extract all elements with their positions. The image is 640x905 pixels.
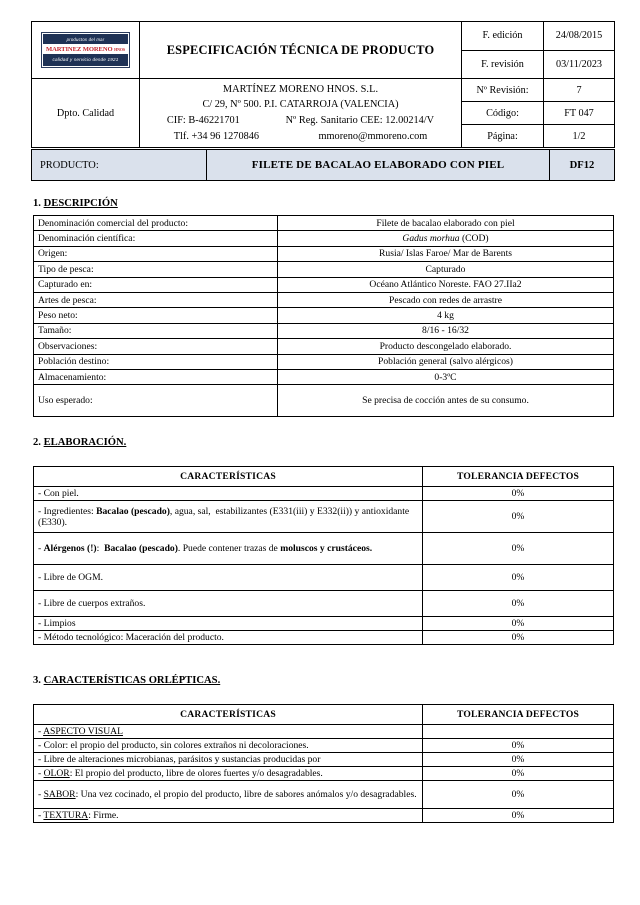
elab-characteristic-4: - Libre de cuerpos extraños. bbox=[34, 591, 423, 617]
table-elaboracion bbox=[33, 466, 614, 645]
meta-value-pagina: 1/2 bbox=[544, 125, 615, 148]
table-row bbox=[34, 631, 614, 645]
section1-title: DESCRIPCIÓN bbox=[43, 198, 118, 209]
section1-number: 1. bbox=[33, 198, 41, 209]
product-label: PRODUCTO: bbox=[32, 150, 207, 181]
elab-tolerance-5: 0% bbox=[423, 617, 614, 631]
orl-tolerance-0 bbox=[423, 725, 614, 739]
elab-tolerance-3: 0% bbox=[423, 565, 614, 591]
meta-value-f-revision: 03/11/2023 bbox=[544, 50, 615, 79]
orl-characteristic-0: - ASPECTO VISUAL bbox=[34, 725, 423, 739]
table-row bbox=[34, 725, 614, 739]
table-row bbox=[34, 533, 614, 565]
meta-label-codigo: Código: bbox=[462, 102, 544, 125]
logo-brand: MARTINEZ MORENO HNOS bbox=[43, 44, 128, 54]
desc-key-4: Capturado en: bbox=[34, 277, 278, 292]
section2-number: 2. bbox=[33, 437, 41, 448]
orl-tolerance-1: 0% bbox=[423, 739, 614, 753]
desc-value-2: Rusia/ Islas Faroe/ Mar de Barents bbox=[278, 246, 614, 261]
table-row bbox=[34, 262, 614, 277]
company-cif: CIF: B-46221701 bbox=[166, 115, 240, 126]
desc-key-6: Peso neto: bbox=[34, 308, 278, 323]
desc-key-3: Tipo de pesca: bbox=[34, 262, 278, 277]
table-row bbox=[34, 767, 614, 781]
section2-title: ELABORACIÓN. bbox=[43, 437, 127, 448]
product-code: DF12 bbox=[550, 150, 615, 181]
orl-characteristic-4: - SABOR: Una vez cocinado, el propio del producto, libre de sabores anómalos y/o desagradables. bbox=[34, 781, 423, 809]
table-row bbox=[34, 277, 614, 292]
table-row bbox=[34, 739, 614, 753]
elab-characteristic-2: - Alérgenos (!): Bacalao (pescado). Puede contener trazas de moluscos y crustáceos. bbox=[34, 533, 423, 565]
table-row bbox=[34, 591, 614, 617]
desc-value-4: Océano Atlántico Noreste. FAO 27.IIa2 bbox=[278, 277, 614, 292]
orl-tolerance-4: 0% bbox=[423, 781, 614, 809]
meta-label-revision: Nº Revisión: bbox=[462, 79, 544, 102]
company-logo bbox=[32, 22, 140, 79]
document-title-text: ESPECIFICACIÓN TÉCNICA DE PRODUCTO bbox=[166, 42, 435, 57]
company-email: mmoreno@mmoreno.com bbox=[318, 130, 428, 142]
table-row bbox=[34, 809, 614, 823]
section-heading-elaboracion bbox=[33, 437, 126, 448]
desc-value-6: 4 kg bbox=[278, 308, 614, 323]
elab-characteristic-0: - Con piel. bbox=[34, 487, 423, 501]
meta-value-revision: 7 bbox=[544, 79, 615, 102]
elab-tolerance-2: 0% bbox=[423, 533, 614, 565]
scientific-name: Gadus morhua bbox=[402, 233, 460, 245]
scientific-name-code: (COD) bbox=[459, 233, 489, 245]
header-row-top bbox=[32, 22, 615, 51]
product-bar-row bbox=[32, 150, 615, 181]
meta-label-pagina: Página: bbox=[462, 125, 544, 148]
table-row bbox=[34, 501, 614, 533]
table-row bbox=[34, 753, 614, 767]
desc-value-3: Capturado bbox=[278, 262, 614, 277]
desc-key-11: Uso esperado: bbox=[34, 385, 278, 417]
orl-characteristic-1: - Color: el propio del producto, sin colores extraños ni decoloraciones. bbox=[34, 739, 423, 753]
orl-tolerance-3: 0% bbox=[423, 767, 614, 781]
section-heading-descripcion bbox=[33, 198, 118, 209]
desc-value-8: Producto descongelado elaborado. bbox=[278, 339, 614, 354]
desc-key-1: Denominación científica: bbox=[34, 231, 278, 246]
table-row bbox=[34, 308, 614, 323]
desc-value-9: Población general (salvo alérgicos) bbox=[278, 354, 614, 369]
product-name: FILETE DE BACALAO ELABORADO CON PIEL bbox=[207, 150, 550, 181]
orl-tolerance-5: 0% bbox=[423, 809, 614, 823]
desc-value-7: 8/16 - 16/32 bbox=[278, 323, 614, 338]
table-row bbox=[34, 231, 614, 246]
table-row bbox=[34, 617, 614, 631]
desc-key-0: Denominación comercial del producto: bbox=[34, 216, 278, 231]
table-descripcion bbox=[33, 215, 614, 417]
elab-tolerance-4: 0% bbox=[423, 591, 614, 617]
desc-key-8: Observaciones: bbox=[34, 339, 278, 354]
elab-col-header-tolerancia: TOLERANCIA DEFECTOS bbox=[423, 467, 614, 487]
desc-value-1 bbox=[278, 231, 614, 246]
table-caracteristicas-orlepticas bbox=[33, 704, 614, 823]
table-row bbox=[34, 292, 614, 307]
desc-key-9: Población destino: bbox=[34, 354, 278, 369]
document-title bbox=[140, 22, 462, 79]
table-row bbox=[34, 339, 614, 354]
meta-value-codigo: FT 047 bbox=[544, 102, 615, 125]
meta-value-f-edicion: 24/08/2015 bbox=[544, 22, 615, 51]
table-header-row bbox=[34, 705, 614, 725]
desc-key-10: Almacenamiento: bbox=[34, 369, 278, 384]
department-label: Dpto. Calidad bbox=[32, 79, 140, 148]
section-heading-organolepticas bbox=[33, 675, 220, 686]
section3-number: 3. bbox=[33, 675, 41, 686]
section3-title: CARACTERÍSTICAS ORLÉPTICAS. bbox=[43, 675, 221, 686]
desc-key-5: Artes de pesca: bbox=[34, 292, 278, 307]
table-row bbox=[34, 487, 614, 501]
logo-tagline-bottom: calidad y servicio desde 1921 bbox=[43, 54, 128, 66]
meta-label-f-edicion: F. edición bbox=[462, 22, 544, 51]
elab-tolerance-1: 0% bbox=[423, 501, 614, 533]
table-row bbox=[34, 246, 614, 261]
company-phone: Tlf. +34 96 1270846 bbox=[173, 130, 260, 142]
orl-characteristic-5: - TEXTURA: Firme. bbox=[34, 809, 423, 823]
desc-key-2: Origen: bbox=[34, 246, 278, 261]
orl-tolerance-2: 0% bbox=[423, 753, 614, 767]
desc-value-0: Filete de bacalao elaborado con piel bbox=[278, 216, 614, 231]
meta-label-f-revision: F. revisión bbox=[462, 50, 544, 79]
table-row bbox=[34, 385, 614, 417]
orl-col-header-caracteristicas: CARACTERÍSTICAS bbox=[34, 705, 423, 725]
orl-col-header-tolerancia: TOLERANCIA DEFECTOS bbox=[423, 705, 614, 725]
elab-tolerance-0: 0% bbox=[423, 487, 614, 501]
logo-tagline-top: productos del mar bbox=[43, 34, 128, 44]
table-header-row bbox=[34, 467, 614, 487]
header-row-revision bbox=[32, 79, 615, 102]
desc-value-5: Pescado con redes de arrastre bbox=[278, 292, 614, 307]
elab-tolerance-6: 0% bbox=[423, 631, 614, 645]
desc-key-7: Tamaño: bbox=[34, 323, 278, 338]
table-row bbox=[34, 369, 614, 384]
table-row bbox=[34, 216, 614, 231]
elab-col-header-caracteristicas: CARACTERÍSTICAS bbox=[34, 467, 423, 487]
company-sanitary-reg: Nº Reg. Sanitario CEE: 12.00214/V bbox=[285, 115, 435, 126]
table-row bbox=[34, 565, 614, 591]
product-bar bbox=[31, 149, 615, 181]
company-address: C/ 29, Nº 500. P.I. CATARROJA (VALENCIA) bbox=[202, 99, 399, 111]
document-header bbox=[31, 21, 615, 148]
desc-value-11: Se precisa de cocción antes de su consumo. bbox=[278, 385, 614, 417]
company-name: MARTÍNEZ MORENO HNOS. S.L. bbox=[222, 83, 379, 95]
orl-characteristic-2: - Libre de alteraciones microbianas, parásitos y sustancias producidas por bbox=[34, 753, 423, 767]
orl-characteristic-3: - OLOR: El propio del producto, libre de olores fuertes y/o desagradables. bbox=[34, 767, 423, 781]
elab-characteristic-6: - Método tecnológico: Maceración del producto. bbox=[34, 631, 423, 645]
desc-value-10: 0-3ºC bbox=[278, 369, 614, 384]
table-row bbox=[34, 354, 614, 369]
elab-characteristic-5: - Limpios bbox=[34, 617, 423, 631]
elab-characteristic-3: - Libre de OGM. bbox=[34, 565, 423, 591]
table-row bbox=[34, 781, 614, 809]
table-row bbox=[34, 323, 614, 338]
elab-characteristic-1: - Ingredientes: Bacalao (pescado), agua, sal, estabilizantes (E331(iii) y E332(ii)) y antioxidante (E330). bbox=[34, 501, 423, 533]
company-info bbox=[140, 79, 462, 148]
